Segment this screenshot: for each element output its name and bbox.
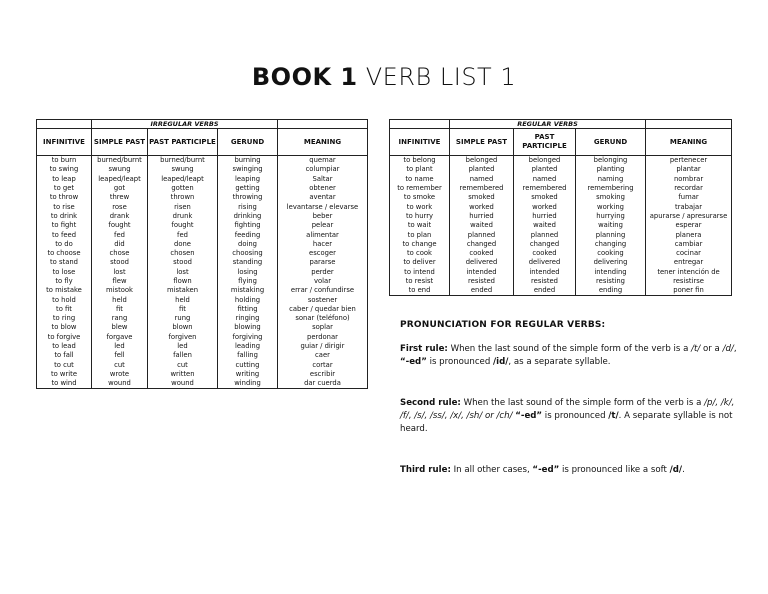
irregular-cell-simple-past: drank	[92, 212, 148, 221]
irregular-cell-infinitive: to mistake	[37, 286, 92, 295]
second-rule-sound: /t/	[608, 411, 619, 421]
regular-cell-gerund: resisting	[576, 277, 646, 286]
irregular-cell-infinitive: to fall	[37, 351, 92, 360]
third-rule-text-a: In all other cases,	[450, 465, 533, 475]
irregular-cell-past-participle: fallen	[148, 351, 218, 360]
irregular-cell-gerund: holding	[218, 295, 278, 304]
first-rule-sound: /id/	[493, 357, 509, 367]
regular-cell-simple-past: remembered	[450, 184, 514, 193]
irregular-row	[37, 202, 368, 211]
regular-cell-past-participle: resisted	[514, 277, 576, 286]
irregular-cell-meaning: guiar / dirigir	[278, 342, 368, 351]
irregular-cell-simple-past: fit	[92, 305, 148, 314]
irregular-row	[37, 240, 368, 249]
regular-cell-past-participle: planted	[514, 165, 576, 174]
regular-cell-simple-past: intended	[450, 268, 514, 277]
irregular-cell-gerund: leaping	[218, 175, 278, 184]
title-bold: BOOK 1	[251, 63, 358, 91]
irregular-row	[37, 193, 368, 202]
irregular-cell-gerund: rising	[218, 202, 278, 211]
first-rule-text-e: , as a separate syllable.	[508, 357, 611, 367]
first-rule	[400, 343, 740, 369]
irregular-row	[37, 221, 368, 230]
irregular-cell-infinitive: to lose	[37, 268, 92, 277]
irregular-row	[37, 230, 368, 239]
third-rule	[400, 464, 740, 477]
irregular-row	[37, 165, 368, 174]
regular-cell-gerund: changing	[576, 240, 646, 249]
irregular-cell-meaning: caber / quedar bien	[278, 305, 368, 314]
irregular-cell-gerund: ringing	[218, 314, 278, 323]
regular-cell-infinitive: to remember	[390, 184, 450, 193]
irregular-cell-infinitive: to cut	[37, 361, 92, 370]
irregular-cell-past-participle: risen	[148, 202, 218, 211]
regular-row	[390, 193, 732, 202]
regular-cell-gerund: hurrying	[576, 212, 646, 221]
irregular-cell-meaning: soplar	[278, 323, 368, 332]
irregular-cell-past-participle: done	[148, 240, 218, 249]
irregular-cell-infinitive: to choose	[37, 249, 92, 258]
irregular-cell-gerund: fitting	[218, 305, 278, 314]
irregular-cell-infinitive: to hold	[37, 295, 92, 304]
irregular-cell-meaning: escoger	[278, 249, 368, 258]
irregular-cell-past-participle: drunk	[148, 212, 218, 221]
regular-cell-gerund: delivering	[576, 258, 646, 267]
reg-header-gerund: GERUND	[576, 129, 646, 156]
regular-cell-simple-past: hurried	[450, 212, 514, 221]
irregular-cell-gerund: losing	[218, 268, 278, 277]
irr-header-meaning: MEANING	[278, 129, 368, 156]
irregular-cell-simple-past: lost	[92, 268, 148, 277]
regular-cell-infinitive: to end	[390, 286, 450, 296]
irregular-cell-infinitive: to blow	[37, 323, 92, 332]
irregular-cell-meaning: sostener	[278, 295, 368, 304]
regular-cell-past-participle: ended	[514, 286, 576, 296]
irregular-cell-infinitive: to lead	[37, 342, 92, 351]
regular-cell-simple-past: belonged	[450, 156, 514, 166]
irregular-cell-infinitive: to feed	[37, 230, 92, 239]
irregular-verbs-table	[36, 119, 368, 389]
regular-row	[390, 212, 732, 221]
irregular-cell-meaning: errar / confundirse	[278, 286, 368, 295]
irregular-row	[37, 351, 368, 360]
regular-cell-simple-past: named	[450, 175, 514, 184]
irregular-cell-simple-past: swung	[92, 165, 148, 174]
irregular-cell-past-participle: led	[148, 342, 218, 351]
irregular-cell-gerund: leading	[218, 342, 278, 351]
irregular-cell-infinitive: to wind	[37, 379, 92, 389]
irregular-cell-simple-past: flew	[92, 277, 148, 286]
regular-cell-simple-past: planted	[450, 165, 514, 174]
irregular-cell-gerund: winding	[218, 379, 278, 389]
regular-cell-simple-past: worked	[450, 202, 514, 211]
irregular-cell-gerund: cutting	[218, 361, 278, 370]
irregular-cell-past-participle: rung	[148, 314, 218, 323]
regular-cell-infinitive: to deliver	[390, 258, 450, 267]
regular-cell-past-participle: remembered	[514, 184, 576, 193]
irregular-row	[37, 156, 368, 166]
irregular-cell-simple-past: rang	[92, 314, 148, 323]
irregular-cell-simple-past: held	[92, 295, 148, 304]
irregular-cell-past-participle: fed	[148, 230, 218, 239]
regular-cell-infinitive: to work	[390, 202, 450, 211]
regular-cell-meaning: nombrar	[646, 175, 732, 184]
irregular-row	[37, 379, 368, 389]
irregular-row	[37, 323, 368, 332]
regular-cell-past-participle: cooked	[514, 249, 576, 258]
irregular-cell-past-participle: held	[148, 295, 218, 304]
regular-cell-past-participle: smoked	[514, 193, 576, 202]
regular-row	[390, 221, 732, 230]
regular-cell-infinitive: to resist	[390, 277, 450, 286]
irregular-cell-simple-past: fed	[92, 230, 148, 239]
irregular-cell-simple-past: mistook	[92, 286, 148, 295]
regular-cell-meaning: cocinar	[646, 249, 732, 258]
irregular-cell-infinitive: to burn	[37, 156, 92, 166]
irregular-row	[37, 361, 368, 370]
regular-cell-gerund: waiting	[576, 221, 646, 230]
regular-cell-past-participle: planned	[514, 230, 576, 239]
regular-cell-simple-past: waited	[450, 221, 514, 230]
regular-cell-meaning: recordar	[646, 184, 732, 193]
irregular-cell-meaning: levantarse / elevarse	[278, 202, 368, 211]
irregular-cell-infinitive: to leap	[37, 175, 92, 184]
first-rule-ed: “-ed”	[400, 357, 427, 367]
irregular-cell-simple-past: stood	[92, 258, 148, 267]
irregular-cell-infinitive: to get	[37, 184, 92, 193]
regular-cell-infinitive: to plan	[390, 230, 450, 239]
regular-cell-gerund: planting	[576, 165, 646, 174]
regular-cell-infinitive: to hurry	[390, 212, 450, 221]
irregular-cell-past-participle: cut	[148, 361, 218, 370]
irregular-cell-meaning: cortar	[278, 361, 368, 370]
irr-header-infinitive: INFINITIVE	[37, 129, 92, 156]
title-light: VERB LIST 1	[365, 63, 517, 91]
regular-cell-gerund: naming	[576, 175, 646, 184]
regular-row	[390, 230, 732, 239]
irregular-cell-gerund: doing	[218, 240, 278, 249]
first-rule-text-a: When the last sound of the simple form of the verb is a	[447, 344, 692, 354]
regular-verbs-table	[389, 119, 732, 296]
irregular-cell-infinitive: to ring	[37, 314, 92, 323]
regular-row	[390, 165, 732, 174]
regular-cell-meaning: cambiar	[646, 240, 732, 249]
third-rule-ed: “-ed”	[532, 465, 560, 475]
irregular-cell-simple-past: did	[92, 240, 148, 249]
irregular-cell-simple-past: leaped/leapt	[92, 175, 148, 184]
regular-cell-simple-past: delivered	[450, 258, 514, 267]
regular-row	[390, 268, 732, 277]
regular-cell-infinitive: to change	[390, 240, 450, 249]
third-rule-text-b: is pronounced like a soft	[559, 465, 670, 475]
irregular-cell-simple-past: threw	[92, 193, 148, 202]
irregular-cell-past-participle: lost	[148, 268, 218, 277]
second-rule-ed: “-ed”	[515, 411, 543, 421]
irregular-row	[37, 249, 368, 258]
irregular-row	[37, 305, 368, 314]
regular-row	[390, 286, 732, 296]
irregular-caption: IRREGULAR VERBS	[92, 120, 278, 129]
irregular-cell-past-participle: forgiven	[148, 333, 218, 342]
irregular-cell-meaning: escribir	[278, 370, 368, 379]
irregular-cell-past-participle: wound	[148, 379, 218, 389]
irregular-cell-infinitive: to fly	[37, 277, 92, 286]
irregular-cell-infinitive: to fight	[37, 221, 92, 230]
regular-cell-meaning: fumar	[646, 193, 732, 202]
irregular-cell-meaning: dar cuerda	[278, 379, 368, 389]
irregular-cell-infinitive: to drink	[37, 212, 92, 221]
reg-header-infinitive: INFINITIVE	[390, 129, 450, 156]
irregular-row	[37, 333, 368, 342]
irregular-cell-meaning: obtener	[278, 184, 368, 193]
irregular-cell-gerund: drinking	[218, 212, 278, 221]
irregular-cell-gerund: standing	[218, 258, 278, 267]
irregular-cell-past-participle: gotten	[148, 184, 218, 193]
regular-cell-past-participle: named	[514, 175, 576, 184]
regular-cell-meaning: planera	[646, 230, 732, 239]
regular-row	[390, 184, 732, 193]
irregular-cell-simple-past: wrote	[92, 370, 148, 379]
irregular-cell-gerund: burning	[218, 156, 278, 166]
regular-cell-meaning: trabajar	[646, 202, 732, 211]
third-rule-text-c: .	[682, 465, 685, 475]
regular-cell-past-participle: changed	[514, 240, 576, 249]
irregular-cell-past-participle: swung	[148, 165, 218, 174]
irregular-cell-simple-past: led	[92, 342, 148, 351]
irregular-cell-meaning: perder	[278, 268, 368, 277]
regular-cell-meaning: entregar	[646, 258, 732, 267]
regular-row	[390, 277, 732, 286]
regular-cell-past-participle: hurried	[514, 212, 576, 221]
regular-table-body	[390, 156, 732, 296]
regular-cell-meaning: poner fin	[646, 286, 732, 296]
irregular-cell-infinitive: to swing	[37, 165, 92, 174]
regular-row	[390, 249, 732, 258]
first-rule-text-c: ,	[733, 344, 737, 354]
irregular-cell-simple-past: fell	[92, 351, 148, 360]
irregular-cell-past-participle: fit	[148, 305, 218, 314]
regular-cell-meaning: plantar	[646, 165, 732, 174]
regular-cell-infinitive: to plant	[390, 165, 450, 174]
regular-cell-meaning: tener intención de	[646, 268, 732, 277]
irregular-cell-meaning: columpiar	[278, 165, 368, 174]
regular-cell-meaning: esperar	[646, 221, 732, 230]
irregular-cell-meaning: sonar (teléfono)	[278, 314, 368, 323]
regular-row	[390, 202, 732, 211]
irregular-row	[37, 212, 368, 221]
regular-cell-simple-past: changed	[450, 240, 514, 249]
regular-cell-gerund: smoking	[576, 193, 646, 202]
irregular-cell-meaning: pararse	[278, 258, 368, 267]
regular-cell-gerund: remembering	[576, 184, 646, 193]
irr-header-past-participle: PAST PARTICIPLE	[148, 129, 218, 156]
irregular-row	[37, 258, 368, 267]
irregular-cell-meaning: aventar	[278, 193, 368, 202]
regular-cell-simple-past: resisted	[450, 277, 514, 286]
irregular-row	[37, 184, 368, 193]
irregular-cell-meaning: beber	[278, 212, 368, 221]
second-rule-text-b: is pronounced	[542, 411, 609, 421]
irregular-cell-past-participle: thrown	[148, 193, 218, 202]
regular-cell-meaning: pertenecer	[646, 156, 732, 166]
irregular-cell-meaning: caer	[278, 351, 368, 360]
irregular-cell-gerund: fighting	[218, 221, 278, 230]
regular-cell-past-participle: waited	[514, 221, 576, 230]
irregular-cell-infinitive: to forgive	[37, 333, 92, 342]
regular-cell-simple-past: ended	[450, 286, 514, 296]
regular-cell-infinitive: to wait	[390, 221, 450, 230]
reg-header-simple-past: SIMPLE PAST	[450, 129, 514, 156]
regular-row	[390, 258, 732, 267]
regular-caption: REGULAR VERBS	[450, 120, 646, 129]
irregular-cell-simple-past: blew	[92, 323, 148, 332]
page-title	[0, 63, 768, 91]
regular-row	[390, 156, 732, 166]
regular-cell-meaning: resistirse	[646, 277, 732, 286]
irr-header-simple-past: SIMPLE PAST	[92, 129, 148, 156]
irregular-cell-gerund: feeding	[218, 230, 278, 239]
first-rule-label: First rule:	[400, 344, 448, 354]
regular-cell-simple-past: cooked	[450, 249, 514, 258]
irregular-row	[37, 175, 368, 184]
second-rule-label: Second rule:	[400, 398, 461, 408]
regular-cell-past-participle: worked	[514, 202, 576, 211]
regular-cell-infinitive: to cook	[390, 249, 450, 258]
regular-cell-infinitive: to name	[390, 175, 450, 184]
irr-header-gerund: GERUND	[218, 129, 278, 156]
third-rule-label: Third rule:	[400, 465, 451, 475]
irregular-cell-simple-past: burned/burnt	[92, 156, 148, 166]
irregular-cell-past-participle: fought	[148, 221, 218, 230]
irregular-row	[37, 295, 368, 304]
irregular-cell-simple-past: wound	[92, 379, 148, 389]
irregular-cell-simple-past: rose	[92, 202, 148, 211]
pronunciation-heading: PRONUNCIATION FOR REGULAR VERBS:	[400, 320, 606, 330]
irregular-cell-infinitive: to do	[37, 240, 92, 249]
regular-cell-simple-past: planned	[450, 230, 514, 239]
irregular-cell-simple-past: got	[92, 184, 148, 193]
irregular-cell-meaning: pelear	[278, 221, 368, 230]
regular-cell-gerund: cooking	[576, 249, 646, 258]
irregular-cell-gerund: forgiving	[218, 333, 278, 342]
irregular-cell-meaning: hacer	[278, 240, 368, 249]
irregular-cell-meaning: Saltar	[278, 175, 368, 184]
regular-cell-infinitive: to intend	[390, 268, 450, 277]
reg-header-meaning: MEANING	[646, 129, 732, 156]
first-rule-text-d: is pronounced	[426, 357, 494, 367]
irregular-cell-simple-past: forgave	[92, 333, 148, 342]
irregular-cell-gerund: choosing	[218, 249, 278, 258]
irregular-cell-infinitive: to throw	[37, 193, 92, 202]
irregular-row	[37, 277, 368, 286]
regular-cell-gerund: intending	[576, 268, 646, 277]
irregular-cell-past-participle: burned/burnt	[148, 156, 218, 166]
regular-row	[390, 175, 732, 184]
irregular-cell-meaning: perdonar	[278, 333, 368, 342]
irregular-row	[37, 370, 368, 379]
irregular-cell-simple-past: chose	[92, 249, 148, 258]
irregular-cell-gerund: getting	[218, 184, 278, 193]
regular-cell-gerund: ending	[576, 286, 646, 296]
irregular-cell-gerund: throwing	[218, 193, 278, 202]
irregular-cell-gerund: writing	[218, 370, 278, 379]
irregular-cell-past-participle: written	[148, 370, 218, 379]
irregular-row	[37, 286, 368, 295]
irregular-table-body	[37, 156, 368, 389]
second-rule-text-a: When the last sound of the simple form of the verb is a	[460, 398, 705, 408]
third-rule-sound: /d/	[669, 465, 683, 475]
irregular-cell-past-participle: stood	[148, 258, 218, 267]
regular-cell-past-participle: intended	[514, 268, 576, 277]
irregular-cell-gerund: flying	[218, 277, 278, 286]
first-rule-t: /t/	[691, 344, 701, 354]
second-rule-text-c: . A separate syllable is not heard.	[400, 411, 733, 434]
irregular-cell-infinitive: to fit	[37, 305, 92, 314]
irregular-cell-infinitive: to rise	[37, 202, 92, 211]
reg-header-past-participle: PAST PARTICIPLE	[514, 129, 576, 156]
regular-cell-gerund: belonging	[576, 156, 646, 166]
irregular-cell-gerund: mistaking	[218, 286, 278, 295]
irregular-cell-gerund: falling	[218, 351, 278, 360]
regular-cell-infinitive: to belong	[390, 156, 450, 166]
irregular-row	[37, 314, 368, 323]
irregular-row	[37, 342, 368, 351]
irregular-cell-simple-past: cut	[92, 361, 148, 370]
irregular-cell-past-participle: chosen	[148, 249, 218, 258]
regular-cell-meaning: apurarse / apresurarse	[646, 212, 732, 221]
irregular-cell-infinitive: to write	[37, 370, 92, 379]
regular-cell-infinitive: to smoke	[390, 193, 450, 202]
first-rule-text-b: or a	[700, 344, 723, 354]
regular-cell-past-participle: delivered	[514, 258, 576, 267]
regular-row	[390, 240, 732, 249]
irregular-cell-meaning: volar	[278, 277, 368, 286]
irregular-cell-gerund: blowing	[218, 323, 278, 332]
regular-cell-simple-past: smoked	[450, 193, 514, 202]
second-rule	[400, 397, 740, 436]
irregular-cell-past-participle: mistaken	[148, 286, 218, 295]
irregular-cell-past-participle: leaped/leapt	[148, 175, 218, 184]
irregular-cell-meaning: alimentar	[278, 230, 368, 239]
regular-cell-gerund: planning	[576, 230, 646, 239]
first-rule-d: /d/	[722, 344, 734, 354]
irregular-cell-meaning: quemar	[278, 156, 368, 166]
irregular-cell-gerund: swinging	[218, 165, 278, 174]
regular-cell-past-participle: belonged	[514, 156, 576, 166]
irregular-cell-past-participle: blown	[148, 323, 218, 332]
irregular-row	[37, 268, 368, 277]
regular-cell-gerund: working	[576, 202, 646, 211]
irregular-cell-past-participle: flown	[148, 277, 218, 286]
second-rule-sounds: /p/, /k/, /f/, /s/, /ss/, /x/, /sh/ or /ch/	[400, 398, 735, 421]
irregular-cell-simple-past: fought	[92, 221, 148, 230]
irregular-cell-infinitive: to stand	[37, 258, 92, 267]
